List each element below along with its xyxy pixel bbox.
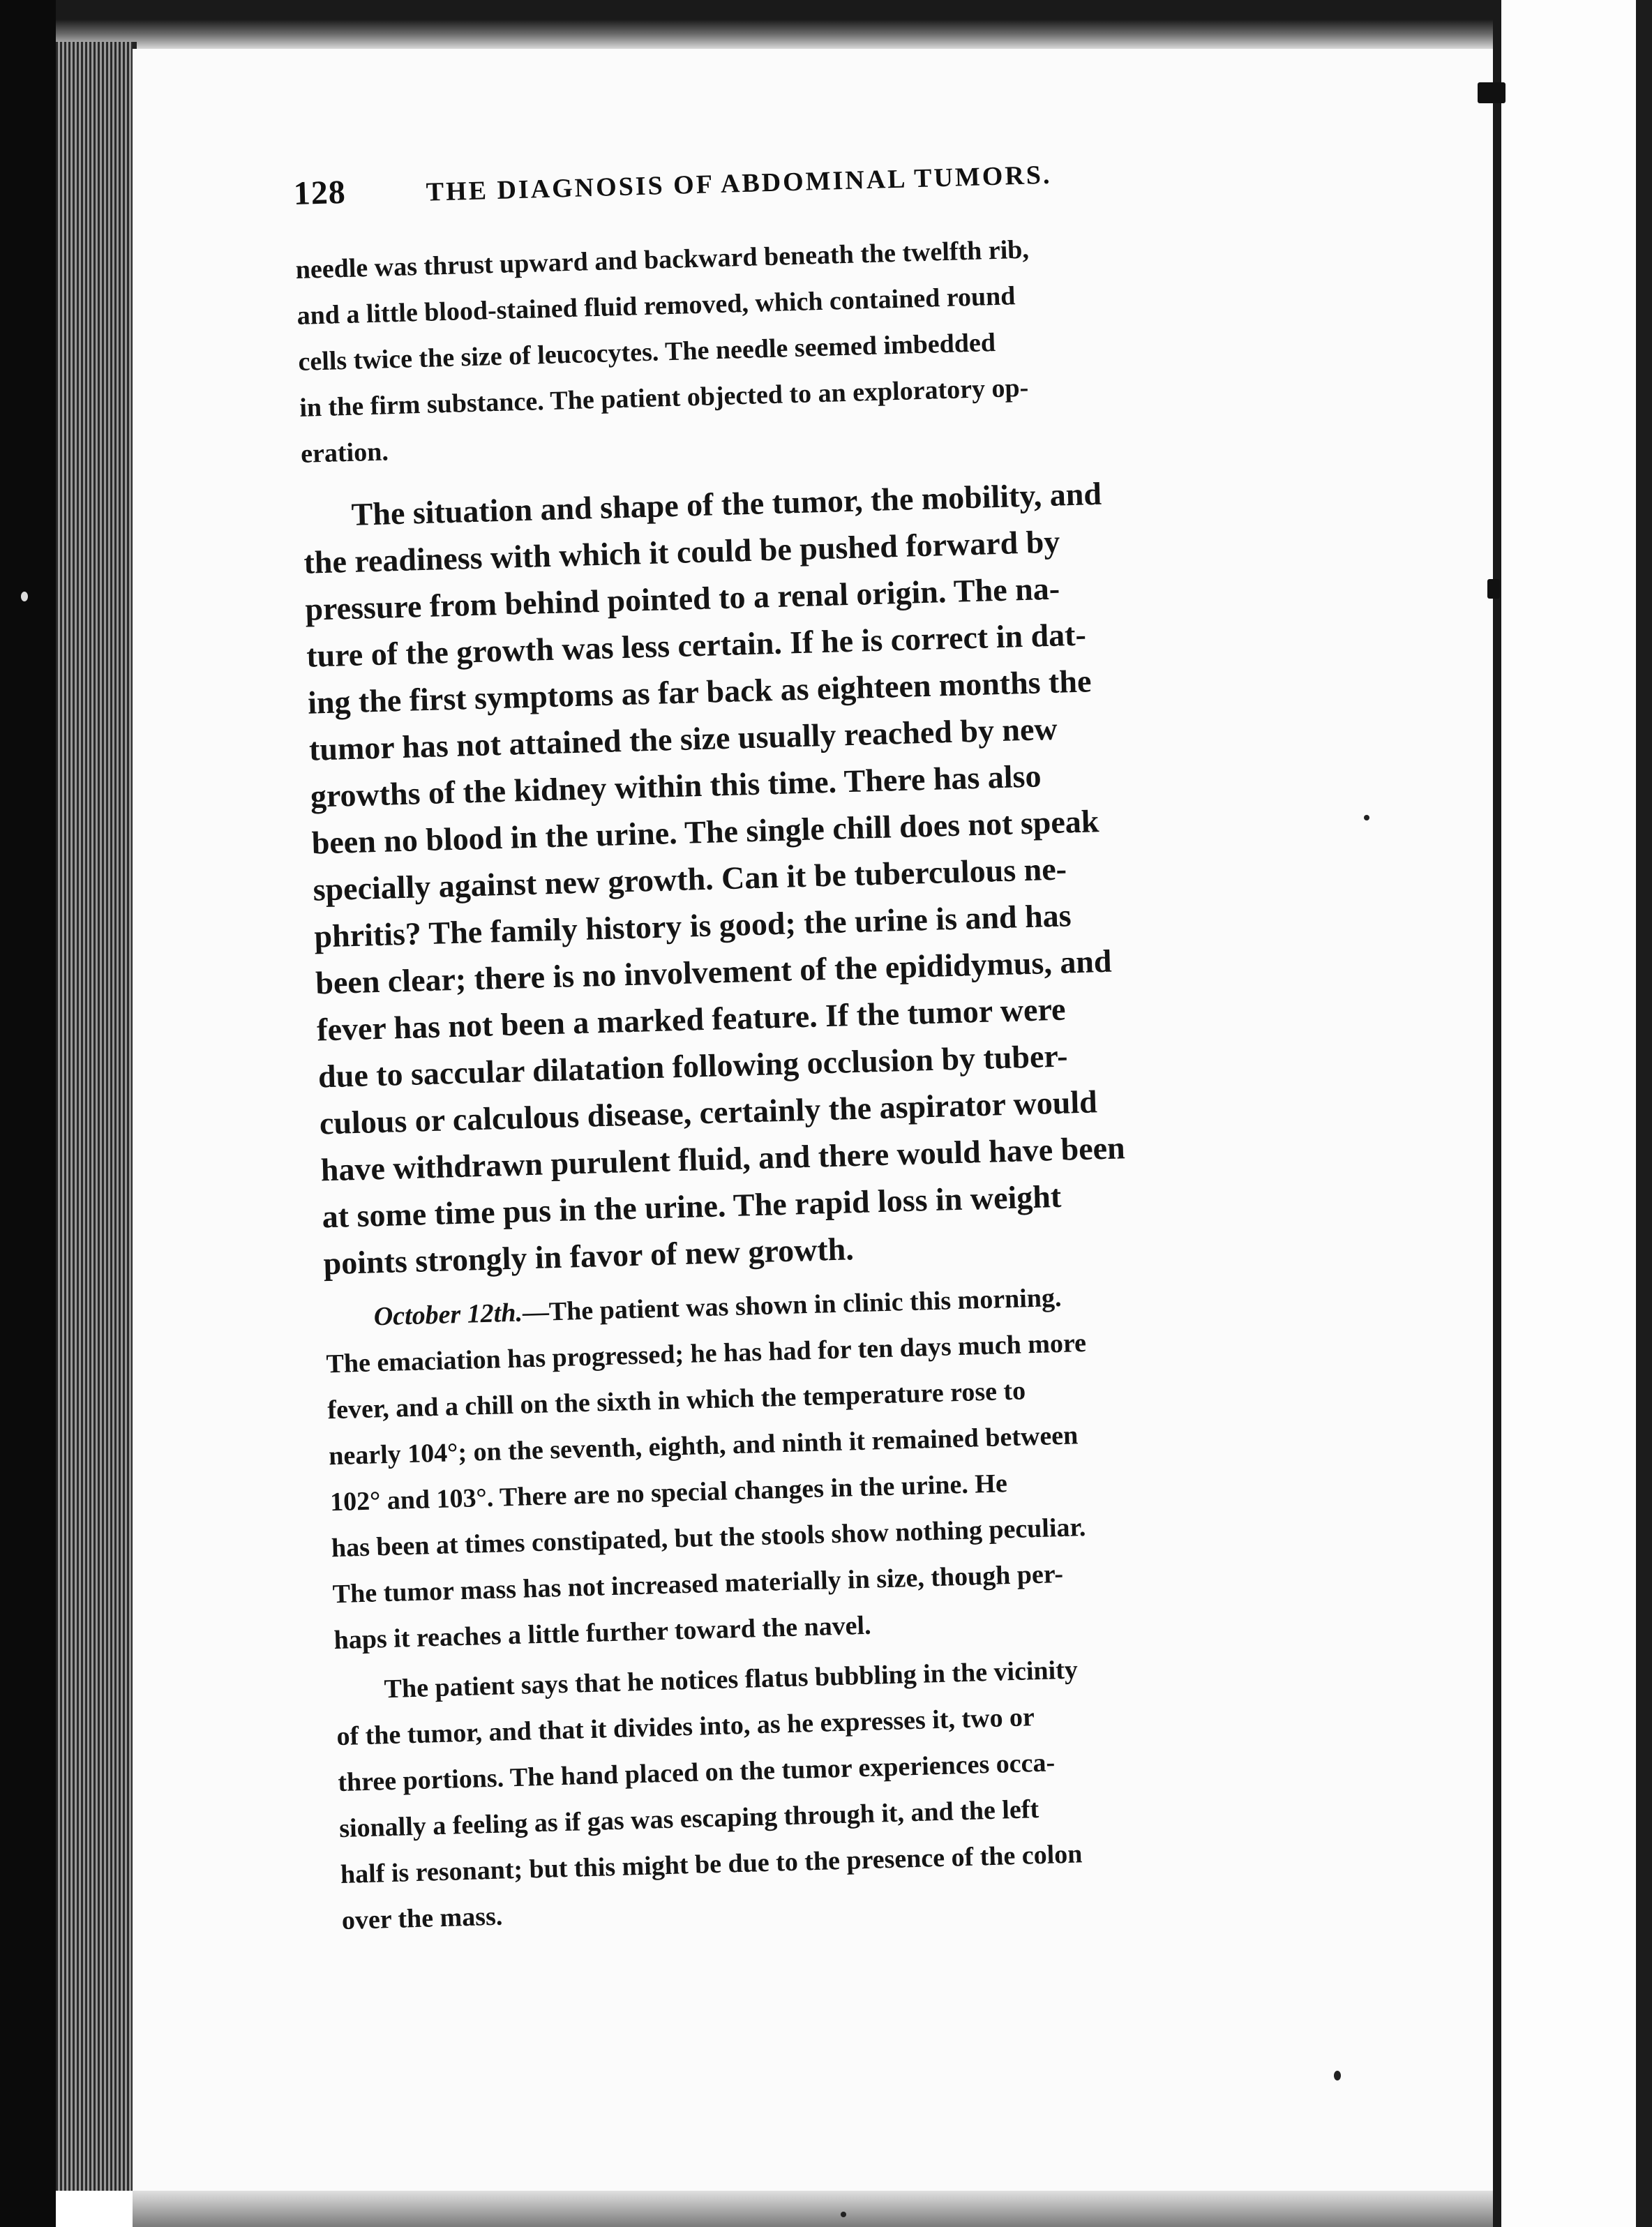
text-line: nearly 104°; on the seventh, eighth, and ninth it remained between bbox=[328, 1420, 1079, 1471]
bottom-shadow bbox=[133, 2191, 1500, 2227]
text-run: —The patient was shown in clinic this morning. bbox=[522, 1282, 1062, 1328]
binding-mark bbox=[1487, 579, 1500, 599]
text-line: points strongly in favor of new growth. bbox=[322, 1231, 855, 1282]
text-line: culous or calculous disease, certainly the aspirator would bbox=[319, 1083, 1098, 1141]
right-page-edge bbox=[1493, 0, 1501, 2227]
text-line: pressure from behind pointed to a renal origin. The na- bbox=[304, 570, 1060, 627]
text-line: fever, and a chill on the sixth in which the temperature rose to bbox=[326, 1376, 1026, 1425]
top-shadow bbox=[56, 0, 1521, 49]
text-line: The patient says that he notices flatus bubbling in the vicinity bbox=[384, 1655, 1079, 1704]
right-border bbox=[1636, 0, 1652, 2227]
text-line: over the mass. bbox=[341, 1901, 503, 1936]
text-line: fever has not been a marked feature. If the tumor were bbox=[316, 991, 1067, 1048]
text-line: haps it reaches a little further toward the navel. bbox=[333, 1610, 872, 1656]
text-line: phritis? The family history is good; the urine is and has bbox=[313, 897, 1072, 954]
binding-mark bbox=[1478, 82, 1505, 103]
speck bbox=[1334, 2071, 1341, 2080]
running-title: THE DIAGNOSIS OF ABDOMINAL TUMORS. bbox=[426, 160, 1053, 207]
text-line: have withdrawn purulent fluid, and there would have been bbox=[320, 1130, 1126, 1188]
text-line: ing the first symptoms as far back as eighteen months the bbox=[307, 663, 1092, 721]
text-line: been clear; there is no involvement of the epididymus, and bbox=[315, 943, 1113, 1001]
text-line: been no blood in the urine. The single chill does not speak bbox=[311, 803, 1099, 861]
text-line: sionally a feeling as if gas was escaping through it, and the left bbox=[338, 1794, 1039, 1844]
speck bbox=[21, 592, 28, 601]
page-content bbox=[293, 145, 1402, 1944]
text-line: three portions. The hand placed on the tumor experiences occa- bbox=[337, 1748, 1056, 1798]
text-line: half is resonant; but this might be due to the presence of the colon bbox=[340, 1839, 1083, 1890]
paragraph-4 bbox=[335, 1638, 1402, 1944]
book-gutter bbox=[0, 0, 56, 2227]
paragraph-2 bbox=[302, 463, 1384, 1287]
page-edges bbox=[56, 42, 137, 2191]
text-line: specially against new growth. Can it be tuberculous ne- bbox=[312, 850, 1067, 908]
text-line: of the tumor, and that it divides into, as he expresses it, two or bbox=[336, 1702, 1035, 1752]
text-line: The tumor mass has not increased materially in size, though per- bbox=[332, 1559, 1064, 1610]
next-page-strip bbox=[1501, 0, 1652, 2227]
text-line: growths of the kidney within this time. There has also bbox=[310, 758, 1042, 814]
text-line: in the firm substance. The patient objected to an exploratory op- bbox=[299, 373, 1029, 423]
text-line: 102° and 103°. There are no special changes in the urine. He bbox=[329, 1469, 1008, 1517]
text-line: due to saccular dilatation following occlusion by tuber- bbox=[317, 1037, 1069, 1095]
paragraph-1 bbox=[295, 218, 1362, 477]
text-line: tumor has not attained the size usually reached by new bbox=[308, 710, 1058, 767]
text-line: cells twice the size of leucocytes. The needle seemed imbedded bbox=[297, 327, 996, 377]
text-line: The situation and shape of the tumor, the mobility, and bbox=[350, 475, 1102, 532]
text-line: The emaciation has progressed; he has had for ten days much more bbox=[326, 1328, 1087, 1379]
text-line: at some time pus in the urine. The rapid loss in weight bbox=[322, 1178, 1062, 1235]
speck bbox=[841, 2212, 846, 2217]
entry-date: October 12th. bbox=[373, 1298, 523, 1332]
text-line: and a little blood-stained fluid removed, which contained round bbox=[296, 281, 1016, 331]
text-line: eration. bbox=[300, 437, 389, 469]
text-line: needle was thrust upward and backward beneath the twelfth rib, bbox=[295, 234, 1030, 285]
text-line: the readiness with which it could be pushed forward by bbox=[303, 523, 1060, 580]
text-line: has been at times constipated, but the stools show nothing peculiar. bbox=[331, 1513, 1086, 1564]
page-number: 128 bbox=[293, 173, 347, 212]
text-line: ture of the growth was less certain. If he is correct in dat- bbox=[306, 616, 1087, 674]
paragraph-3 bbox=[324, 1266, 1395, 1663]
